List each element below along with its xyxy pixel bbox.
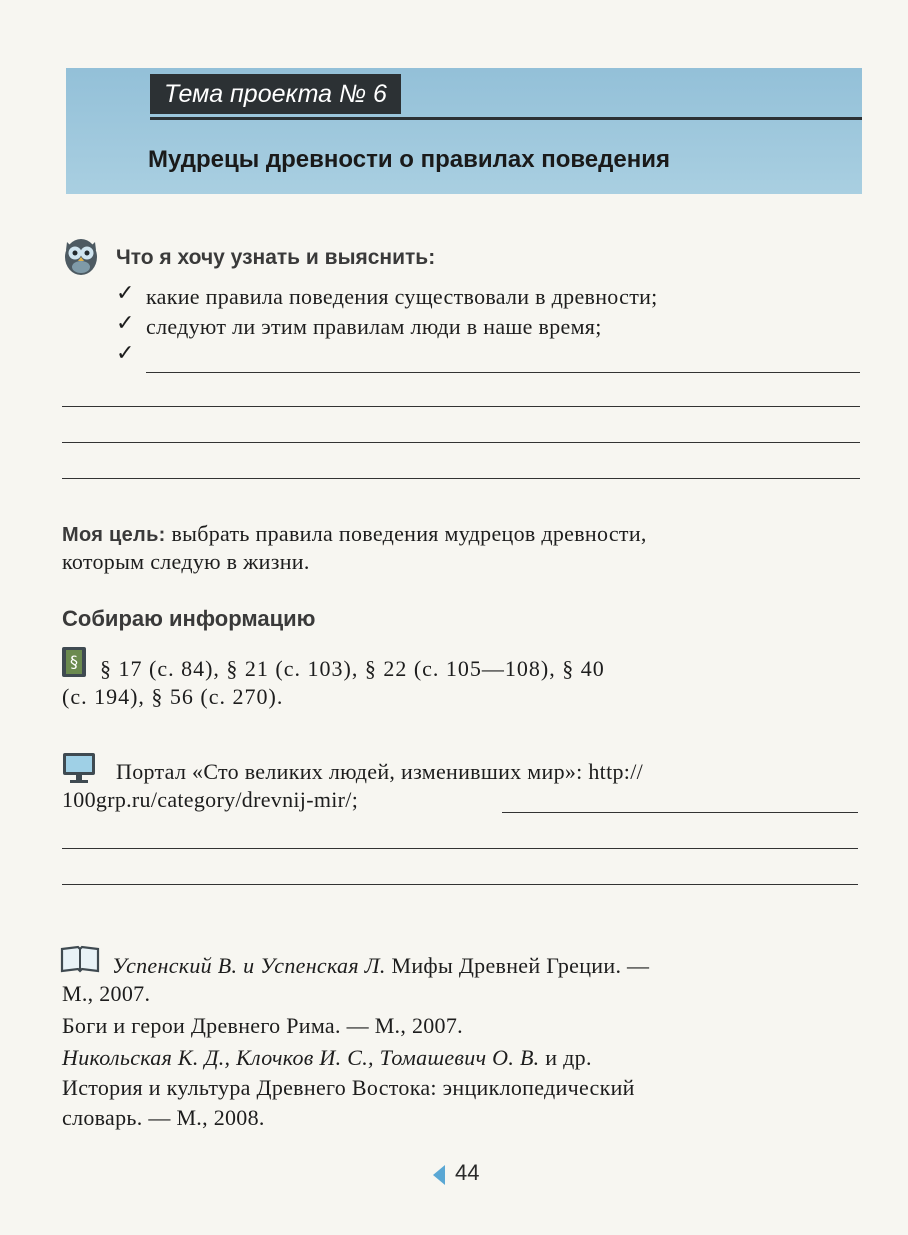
learn-item-1: какие правила поведения существовали в древности; <box>146 284 658 309</box>
learn-item-2: следуют ли этим правилам люди в наше время; <box>146 314 602 339</box>
textbook-icon-label: § <box>66 650 82 674</box>
book-1-title: Мифы Древней Греции. — <box>391 953 650 978</box>
project-banner <box>66 68 862 194</box>
check-icon: ✓ <box>116 341 135 366</box>
book-3-line-1 <box>62 1044 592 1072</box>
answer-line[interactable] <box>62 442 860 443</box>
textbook-refs-1: § 17 (с. 84), § 21 (с. 103), § 22 (с. 105—108), § 40 <box>100 656 605 681</box>
owl-icon <box>62 234 100 276</box>
project-tag: Тема проекта № 6 <box>150 74 401 114</box>
goal-label: Моя цель: <box>62 524 166 546</box>
book-1-authors: Успенский В. и Успенская Л. <box>112 953 386 978</box>
monitor-icon <box>62 752 96 784</box>
page-arrow-icon <box>432 1164 446 1186</box>
book-3-line-3: словарь. — М., 2008. <box>62 1105 265 1130</box>
page-number: 44 <box>455 1160 480 1185</box>
answer-line[interactable] <box>146 372 860 373</box>
portal-line-2: 100grp.ru/category/drevnij-mir/; <box>62 787 359 812</box>
book-icon <box>60 944 100 974</box>
book-3-etal: и др. <box>545 1045 592 1070</box>
answer-line[interactable] <box>62 406 860 407</box>
book-1-line-1 <box>112 952 649 980</box>
answer-line[interactable] <box>62 478 860 479</box>
goal-line-2: которым следую в жизни. <box>62 549 310 574</box>
project-title: Мудрецы древности о правилах поведения <box>148 146 670 173</box>
book-3-authors: Никольская К. Д., Клочков И. С., Томашевич О. В. <box>62 1045 540 1070</box>
learn-heading: Что я хочу узнать и выяснить: <box>116 246 436 269</box>
book-2: Боги и герои Древнего Рима. — М., 2007. <box>62 1013 463 1038</box>
book-1-line-2: М., 2007. <box>62 981 151 1006</box>
textbook-refs-2: (с. 194), § 56 (с. 270). <box>62 684 284 709</box>
book-3-line-2: История и культура Древнего Востока: энциклопедический <box>62 1075 635 1100</box>
answer-line[interactable] <box>62 848 858 849</box>
answer-line[interactable] <box>62 884 858 885</box>
portal-line-1: Портал «Сто великих людей, изменивших мир»: http:// <box>116 759 644 784</box>
goal-line-1 <box>62 520 647 549</box>
check-icon: ✓ <box>116 311 135 336</box>
info-heading: Собираю информацию <box>62 606 316 631</box>
goal-text: выбрать правила поведения мудрецов древности, <box>171 521 647 546</box>
answer-line[interactable] <box>502 812 858 813</box>
check-icon: ✓ <box>116 281 135 306</box>
banner-rule <box>150 117 862 120</box>
textbook-icon <box>62 647 86 677</box>
